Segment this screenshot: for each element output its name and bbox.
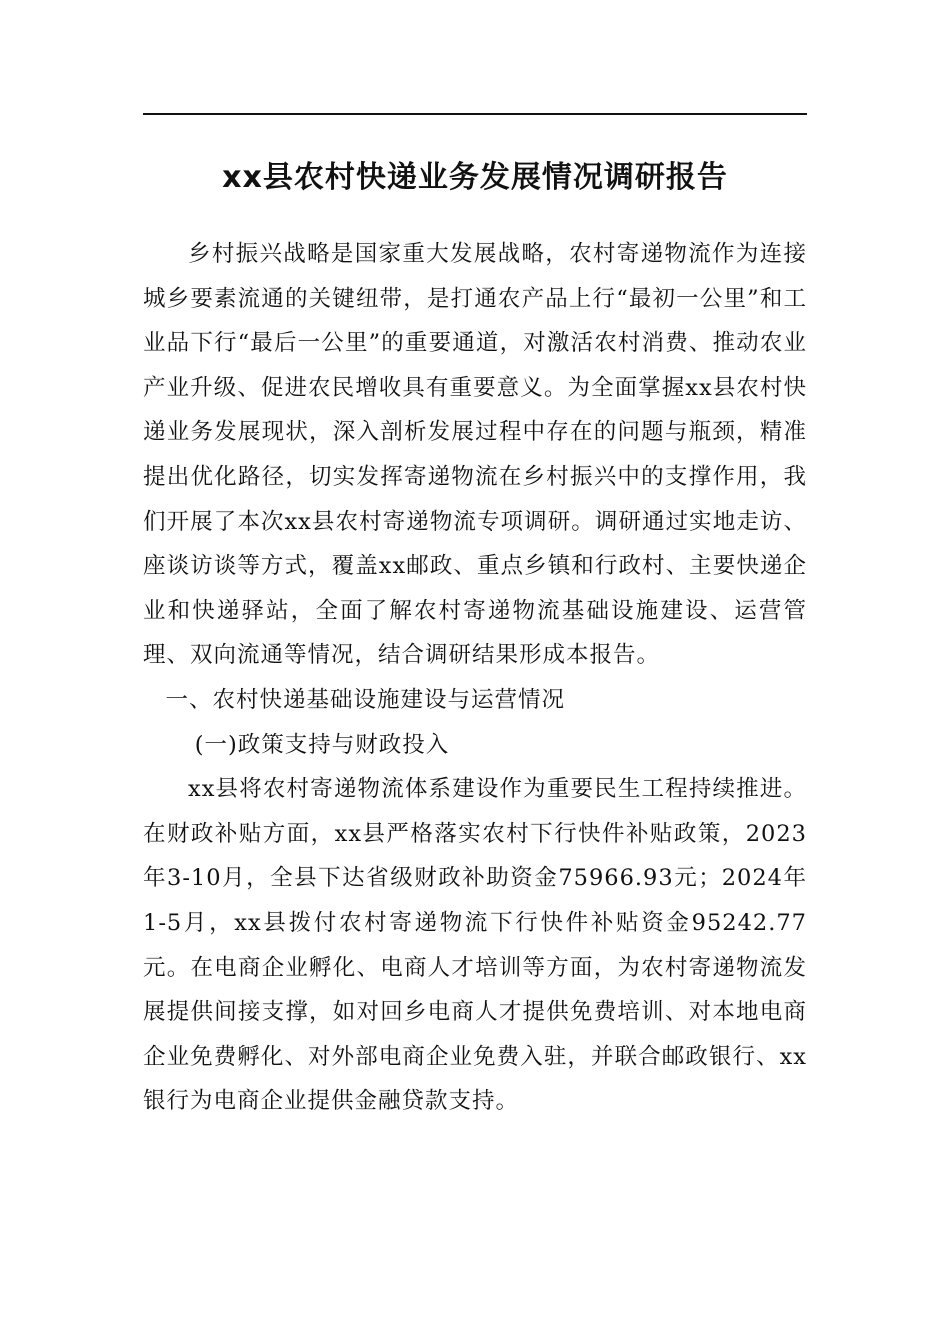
section-heading-1: 一、农村快递基础设施建设与运营情况 — [165, 686, 566, 713]
subsection-1-paragraph: xx县将农村寄递物流体系建设作为重要民生工程持续推进。在财政补贴方面，xx县严格落实农村下行快件补贴政策，2023年3-10月，全县下达省级财政补助资金75966.93元；2024年1-5月，xx县拨付农村寄递物流下行快件补贴资金95242.77元。在电商企业孵化、电商人才培训等方面，为农村寄递物流发展提供间接支撑，如对回乡电商人才提供免费培训、对本地电商企业免费孵化、对外部电商企业免费入驻，并联合邮政银行、xx银行为电商企业提供金融贷款支持。 — [143, 776, 807, 1115]
document-body — [143, 232, 807, 1124]
document-title: xx县农村快递业务发展情况调研报告 — [222, 160, 728, 195]
intro-paragraph: 乡村振兴战略是国家重大发展战略，农村寄递物流作为连接城乡要素流通的关键纽带，是打通农产品上行“最初一公里”和工业品下行“最后一公里”的重要通道，对激活农村消费、推动农业产业升级、促进农民增收具有重要意义。为全面掌握xx县农村快递业务发展现状，深入剖析发展过程中存在的问题与瓶颈，精准提出优化路径，切实发挥寄递物流在乡村振兴中的支撑作用，我们开展了本次xx县农村寄递物流专项调研。调研通过实地走访、座谈访谈等方式，覆盖xx邮政、重点乡镇和行政村、主要快递企业和快递驿站，全面了解农村寄递物流基础设施建设、运营管理、双向流通等情况，结合调研结果形成本报告。 — [143, 241, 807, 669]
header-rule — [143, 113, 807, 115]
subsection-heading-1: (一)政策支持与财政投入 — [194, 731, 450, 758]
